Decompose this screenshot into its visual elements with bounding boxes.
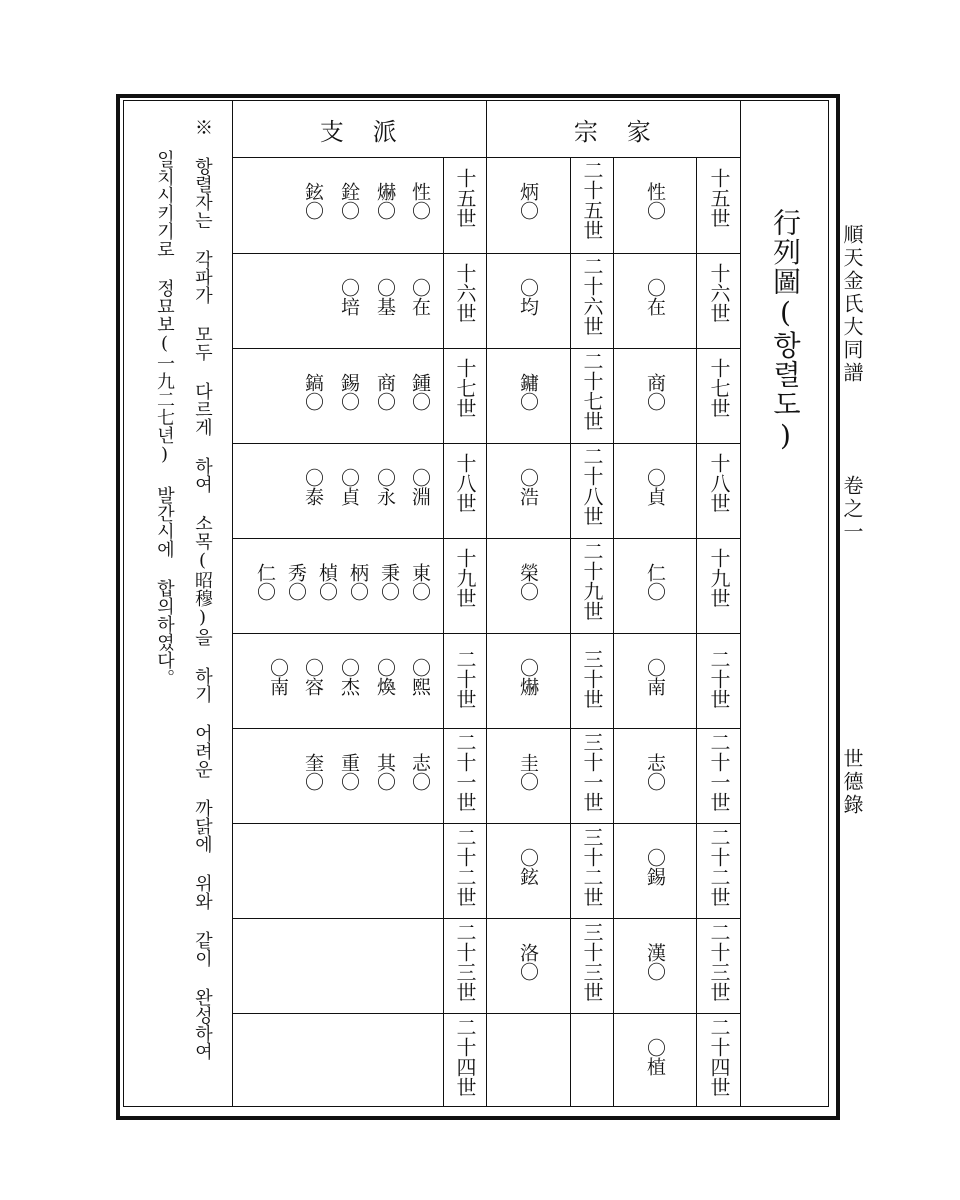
header-jipa: 支 派 (319, 118, 400, 146)
zongga-generation-2: 三十一世 (580, 732, 604, 812)
jipa-name: 鉉〇 (302, 182, 324, 220)
zongga-generation-2: 二十六世 (580, 256, 604, 336)
zongga-generation-2: 二十七世 (580, 351, 604, 431)
page-title: 行列圖(항렬도) (769, 208, 802, 454)
note-line-2: 일치시키기로 정묘보(一九二七년) 발간시에 합의하였다。 (154, 150, 175, 687)
zongga-generation-2: 三十二世 (580, 827, 604, 907)
jipa-name: 銓〇 (338, 182, 360, 220)
zongga-generation: 二十世 (707, 649, 731, 709)
jipa-name: 〇培 (338, 278, 360, 316)
jipa-generation: 十九世 (453, 548, 477, 608)
zongga-name-2: 〇浩 (517, 468, 539, 506)
jipa-name: 楨〇 (316, 563, 338, 601)
jipa-name: 志〇 (409, 753, 431, 791)
zongga-name: 〇貞 (644, 468, 666, 506)
zongga-generation: 十八世 (707, 453, 731, 513)
jipa-name: 〇永 (374, 468, 396, 506)
jipa-generation: 二十世 (453, 649, 477, 709)
jipa-name: 重〇 (338, 753, 360, 791)
jipa-name: 鎬〇 (302, 373, 324, 411)
zongga-generation: 二十二世 (707, 827, 731, 907)
zongga-generation: 二十一世 (707, 732, 731, 812)
jipa-name: 東〇 (409, 563, 431, 601)
zongga-generation: 十五世 (707, 168, 731, 228)
jipa-generation: 二十二世 (453, 827, 477, 907)
section-label: 世德錄 (840, 748, 864, 817)
jipa-name: 其〇 (374, 753, 396, 791)
jipa-name: 柄〇 (347, 563, 369, 601)
zongga-generation-2: 二十八世 (580, 446, 604, 526)
jipa-generation: 十八世 (453, 453, 477, 513)
jipa-name: 鍾〇 (409, 373, 431, 411)
jipa-name: 〇煥 (374, 658, 396, 696)
jipa-name: 錫〇 (338, 373, 360, 411)
jipa-generation: 二十四世 (453, 1017, 477, 1097)
zongga-name: 漢〇 (644, 943, 666, 981)
zongga-name: 仁〇 (644, 563, 666, 601)
note-line-1: ※ 항렬자는 각파가 모두 다르게 하여 소목(昭穆)을 하기 어려운 까닭에 위와 같이 완성하여 (192, 118, 213, 1060)
zongga-generation-2: 二十九世 (580, 541, 604, 621)
zongga-name: 性〇 (644, 182, 666, 220)
jipa-name: 〇在 (409, 278, 431, 316)
zongga-name-2: 〇均 (517, 278, 539, 316)
jipa-name: 秀〇 (285, 563, 307, 601)
jipa-name: 〇泰 (302, 468, 324, 506)
jipa-name: 〇杰 (338, 658, 360, 696)
zongga-name-2: 圭〇 (517, 753, 539, 791)
zongga-name: 志〇 (644, 753, 666, 791)
jipa-name: 商〇 (374, 373, 396, 411)
zongga-generation: 二十三世 (707, 922, 731, 1002)
jipa-name: 〇容 (302, 658, 324, 696)
jipa-name: 性〇 (409, 182, 431, 220)
zongga-name: 〇錫 (644, 848, 666, 886)
volume-label: 卷之一 (840, 475, 864, 544)
zongga-name: 〇南 (644, 658, 666, 696)
zongga-name: 〇植 (644, 1038, 666, 1076)
zongga-generation: 十九世 (707, 548, 731, 608)
jipa-name: 秉〇 (378, 563, 400, 601)
jipa-name: 〇基 (374, 278, 396, 316)
jipa-name: 〇貞 (338, 468, 360, 506)
jipa-name: 仁〇 (254, 563, 276, 601)
zongga-name: 商〇 (644, 373, 666, 411)
jipa-name: 〇熙 (409, 658, 431, 696)
zongga-generation: 二十四世 (707, 1017, 731, 1097)
header-zongga: 宗 家 (573, 118, 654, 146)
jipa-name: 〇淵 (409, 468, 431, 506)
book-title: 順天金氏大同譜 (840, 224, 864, 385)
zongga-name: 〇在 (644, 278, 666, 316)
jipa-generation: 十五世 (453, 168, 477, 228)
jipa-generation: 十六世 (453, 263, 477, 323)
jipa-name: 〇南 (267, 658, 289, 696)
zongga-generation: 十七世 (707, 358, 731, 418)
zongga-name-2: 炳〇 (517, 182, 539, 220)
zongga-generation-2: 三十世 (580, 649, 604, 709)
jipa-name: 爀〇 (374, 182, 396, 220)
jipa-generation: 十七世 (453, 358, 477, 418)
jipa-name: 奎〇 (302, 753, 324, 791)
zongga-generation: 十六世 (707, 263, 731, 323)
jipa-generation: 二十三世 (453, 922, 477, 1002)
zongga-name-2: 〇鉉 (517, 848, 539, 886)
zongga-generation-2: 二十五世 (580, 160, 604, 240)
zongga-name-2: 榮〇 (517, 563, 539, 601)
zongga-name-2: 洛〇 (517, 943, 539, 981)
zongga-name-2: 〇爀 (517, 658, 539, 696)
zongga-name-2: 鏞〇 (517, 373, 539, 411)
zongga-generation-2: 三十三世 (580, 922, 604, 1002)
jipa-generation: 二十一世 (453, 732, 477, 812)
